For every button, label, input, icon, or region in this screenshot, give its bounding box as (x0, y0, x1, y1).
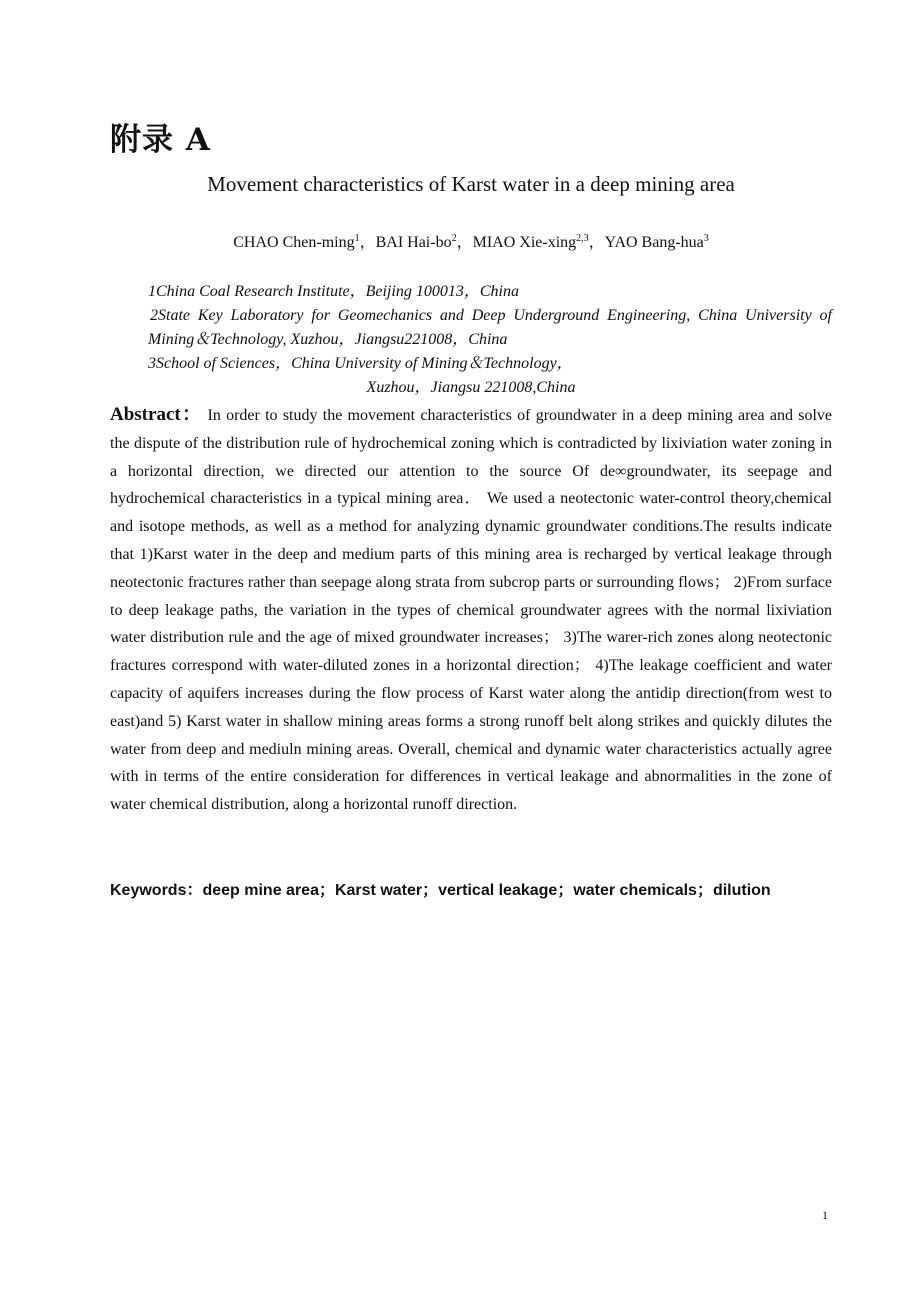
abstract-paragraph (110, 401, 832, 819)
author-separator: ， (359, 234, 376, 251)
page-number: 1 (822, 1208, 828, 1222)
author-separator: ， (588, 234, 605, 251)
paper-title: Movement characteristics of Karst water in a deep mining area (207, 172, 735, 196)
abstract-label: Abstract： (110, 404, 203, 425)
abstract-text: In order to study the movement characteristics of groundwater in a deep mining area and solve the dispute of the distribution rule of hydrochemical zoning which is contradicted by lixiviation water zoning in a horizontal direction, we directed our attention to the source Of de∞groundwater, its seepage and hydrochemical characteristics in a typical mining area． We used a neotectonic water-control theory,chemical and isotope methods, as well as a method for analyzing dynamic groundwater conditions.The results indicate that 1)Karst water in the deep and medium parts of this mining area is recharged by vertical leakage through neotectonic fractures rather than seepage along strata from subcrop parts or surrounding flows； 2)From surface to deep leakage paths, the variation in the types of chemical groundwater agrees with the normal lixiviation water distribution rule and the age of mixed groundwater increases； 3)The warer-rich zones along neotectonic fractures correspond with water-diluted zones in a horizontal direction； 4)The leakage coefficient and water capacity of aquifers increases during the flow process of Karst water along the antidip direction(from west to east)and 5) Karst water in shallow mining areas forms a strong runoff belt along strikes and quickly dilutes the water from deep and mediuln mining areas. Overall, chemical and dynamic water characteristics actually agree with in terms of the entire consideration for differences in vertical leakage and abnormalities in the zone of water chemical distribution, along a horizontal runoff direction. (110, 407, 833, 814)
author-name: MIAO Xie-xing (472, 234, 577, 251)
author-line (110, 233, 832, 253)
author-name: YAO Bang-hua (604, 234, 704, 251)
appendix-heading: 附录 A (110, 122, 211, 158)
keywords-line: Keywords：deep mine area；Karst water；vertical leakage；water chemicals；dilution (110, 882, 771, 899)
author-affiliation-mark: 3 (703, 233, 709, 244)
affiliation-3: 3School of Sciences，China University of Mining＆Technology， (148, 355, 573, 372)
author-name: CHAO Chen-ming (233, 234, 355, 251)
affiliation-3-city: Xuzhou，Jiangsu 221008,China (366, 379, 576, 396)
author-affiliation-mark: 2,3 (576, 233, 589, 244)
affiliation-2: 2State Key Laboratory for Geomechanics and Deep Underground Engineering, China University of Mining＆Technology, Xuzhou，Jiangsu221008，China (148, 307, 832, 348)
author-separator: ， (456, 234, 473, 251)
author-affiliation-mark: 1 (354, 233, 360, 244)
affiliation-1: 1China Coal Research Institute，Beijing 100013，China (148, 283, 519, 300)
author-affiliation-mark: 2 (451, 233, 457, 244)
author-name: BAI Hai-bo (375, 234, 452, 251)
